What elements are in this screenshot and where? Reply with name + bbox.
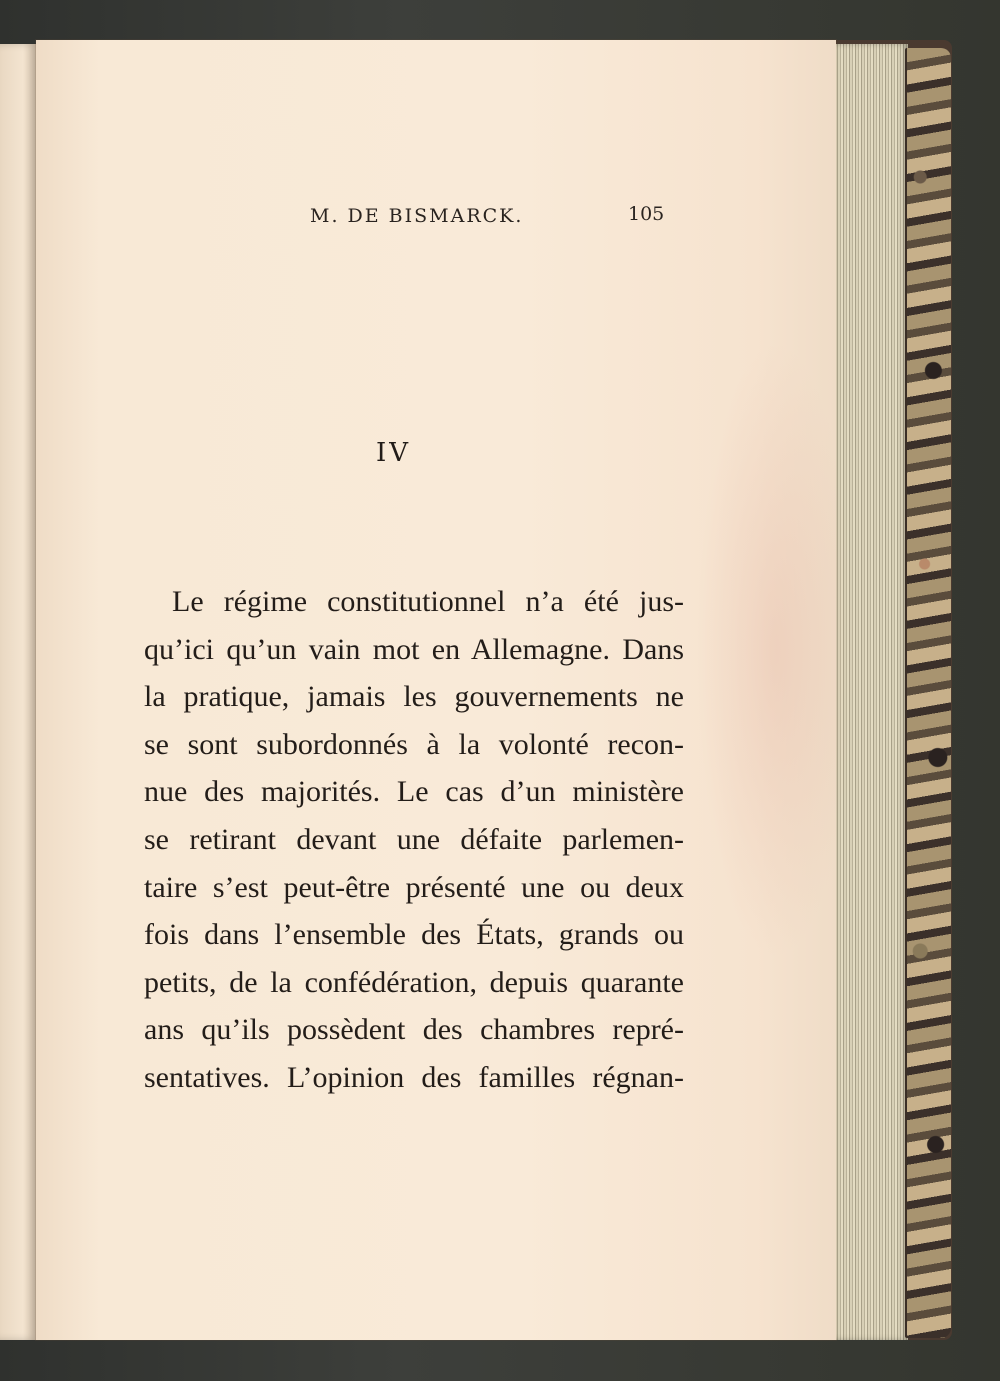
text-line: fois dans l’ensemble des États, grands ou xyxy=(144,918,684,952)
text-line: qu’ici qu’un vain mot en Allemagne. Dans xyxy=(144,632,684,666)
chapter-heading: IV xyxy=(376,438,412,468)
text-line: sentatives. L’opinion des familles régnan- xyxy=(144,1060,684,1094)
body-paragraph xyxy=(144,578,684,1102)
book-page xyxy=(36,40,836,1340)
facing-page-edge xyxy=(0,44,38,1340)
text-line: Le régime constitutionnel n’a été jus- xyxy=(172,585,684,618)
text-line: se sont subordonnés à la volonté recon- xyxy=(144,727,684,761)
text-line: nue des majorités. Le cas d’un ministère xyxy=(144,775,684,809)
text-line: la pratique, jamais les gouvernements ne xyxy=(144,680,684,714)
paper-stain xyxy=(696,340,856,960)
running-title: M. DE BISMARCK. xyxy=(310,205,524,227)
page-fore-edge xyxy=(826,44,908,1340)
text-line: ans qu’ils possèdent des chambres repré- xyxy=(144,1013,684,1047)
page-number: 105 xyxy=(628,203,665,225)
text-line: se retirant devant une défaite parlemen- xyxy=(144,822,684,856)
text-line: taire s’est peut-être présenté une ou deux xyxy=(144,870,684,904)
marbled-edge xyxy=(905,48,951,1338)
text-line: petits, de la confédération, depuis quarante xyxy=(144,965,684,999)
